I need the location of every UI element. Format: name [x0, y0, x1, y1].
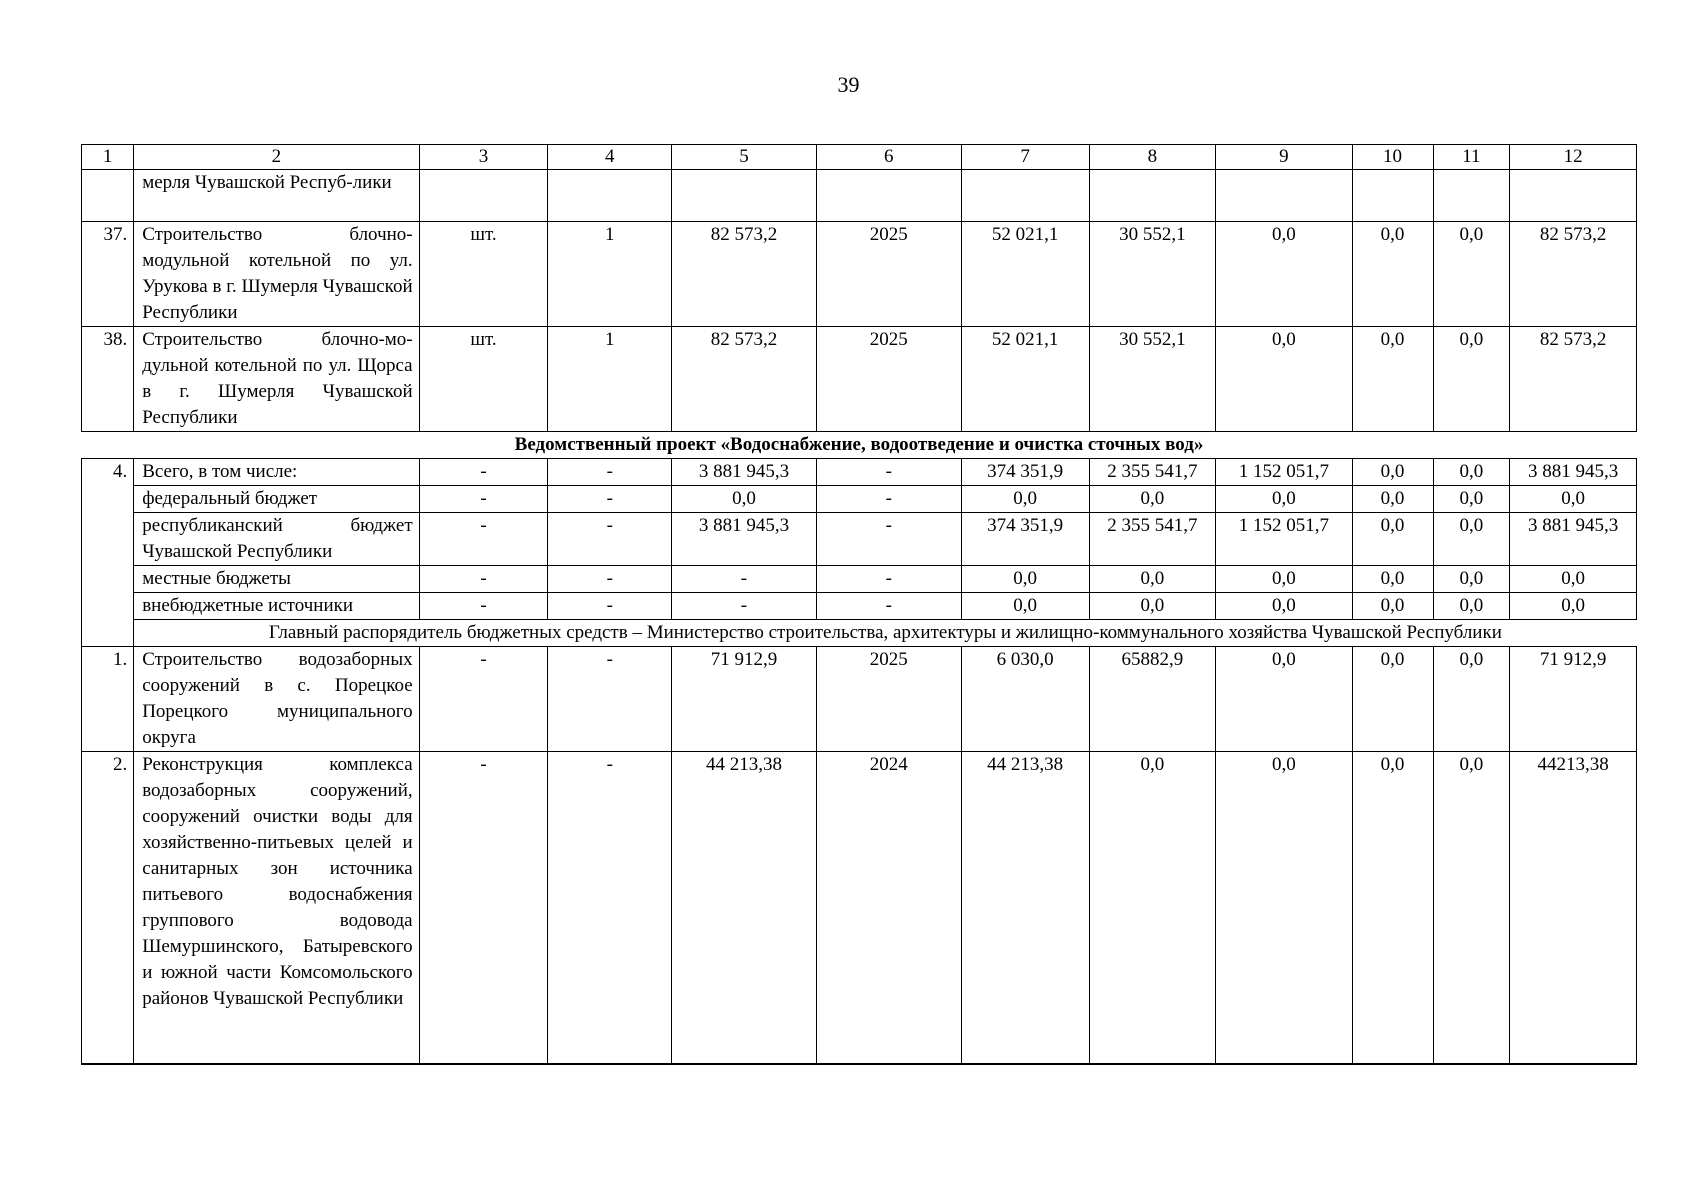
- capacity-cell: -: [548, 752, 672, 1064]
- year-cell: 2025: [816, 222, 961, 327]
- value-cell: 44 213,38: [672, 752, 817, 1064]
- column-number: 6: [816, 145, 961, 170]
- value-cell: 0,0: [1433, 486, 1510, 513]
- unit-cell: -: [419, 513, 548, 566]
- value-cell: 0,0: [1433, 513, 1510, 566]
- value-cell: 65882,9: [1089, 647, 1216, 752]
- value-cell: 0,0: [1216, 486, 1352, 513]
- capacity-cell: -: [548, 459, 672, 486]
- object-name: внебюджетные источники: [134, 593, 419, 620]
- value-cell: 0,0: [961, 486, 1089, 513]
- value-cell: 52 021,1: [961, 327, 1089, 432]
- section-title: Ведомственный проект «Водоснабжение, водоотведение и очистка сточных вод»: [82, 432, 1637, 459]
- value-cell: 0,0: [1089, 486, 1216, 513]
- value-cell: 0,0: [1352, 459, 1433, 486]
- row-number: 2.: [82, 752, 134, 1064]
- empty-cell: [816, 170, 961, 222]
- capacity-cell: -: [548, 486, 672, 513]
- value-cell: 374 351,9: [961, 513, 1089, 566]
- table-row: [82, 459, 1637, 486]
- value-cell: 0,0: [1433, 327, 1510, 432]
- budget-table: [81, 144, 1637, 1065]
- capacity-cell: 1: [548, 222, 672, 327]
- value-cell: 0,0: [1433, 222, 1510, 327]
- value-cell: 0,0: [1352, 327, 1433, 432]
- table-row: [82, 513, 1637, 566]
- total-cell: 3 881 945,3: [1510, 459, 1637, 486]
- value-cell: 1 152 051,7: [1216, 513, 1352, 566]
- budget-administrator: Главный распорядитель бюджетных средств – Министерство строительства, архитектуры и жилищно-коммунального хозяйства Чувашской Республики: [134, 620, 1637, 647]
- table-row: [82, 752, 1637, 1064]
- unit-cell: -: [419, 593, 548, 620]
- column-number: 4: [548, 145, 672, 170]
- column-number: 12: [1510, 145, 1637, 170]
- object-name: федеральный бюджет: [134, 486, 419, 513]
- empty-cell: [1352, 170, 1433, 222]
- value-cell: -: [672, 566, 817, 593]
- value-cell: 0,0: [1433, 566, 1510, 593]
- total-cell: 71 912,9: [1510, 647, 1637, 752]
- unit-cell: -: [419, 566, 548, 593]
- column-number: 1: [82, 145, 134, 170]
- value-cell: 82 573,2: [672, 222, 817, 327]
- column-number: 3: [419, 145, 548, 170]
- capacity-cell: 1: [548, 327, 672, 432]
- empty-cell: [1089, 170, 1216, 222]
- object-name: Строительство блочно-модульной котельной по ул. Урукова в г. Шумерля Чувашской Республики: [134, 222, 419, 327]
- table-row: [82, 566, 1637, 593]
- column-number: 7: [961, 145, 1089, 170]
- value-cell: 0,0: [1433, 593, 1510, 620]
- value-cell: 0,0: [1089, 593, 1216, 620]
- value-cell: 0,0: [1352, 566, 1433, 593]
- value-cell: 0,0: [1352, 647, 1433, 752]
- year-cell: -: [816, 486, 961, 513]
- row-number: 4.: [82, 459, 134, 647]
- value-cell: 0,0: [1433, 647, 1510, 752]
- unit-cell: -: [419, 486, 548, 513]
- year-cell: -: [816, 513, 961, 566]
- year-cell: -: [816, 566, 961, 593]
- capacity-cell: -: [548, 513, 672, 566]
- unit-cell: шт.: [419, 327, 548, 432]
- year-cell: -: [816, 593, 961, 620]
- value-cell: 30 552,1: [1089, 222, 1216, 327]
- empty-cell: [961, 170, 1089, 222]
- object-name: республиканский бюджет Чувашской Республики: [134, 513, 419, 566]
- section-row: [82, 432, 1637, 459]
- empty-cell: [1216, 170, 1352, 222]
- value-cell: 82 573,2: [672, 327, 817, 432]
- admin-row: [82, 620, 1637, 647]
- value-cell: 0,0: [1216, 222, 1352, 327]
- object-name: Реконструкция комплекса водозаборных сооружений, сооружений очистки воды для хозяйственно-питьевых целей и санитарных зон источника питьевого водоснабжения группового водовода Шемуршинского, Батыревского и южной части Комсомольского районов Чувашской Республики: [134, 752, 419, 1064]
- total-cell: 0,0: [1510, 566, 1637, 593]
- value-cell: 71 912,9: [672, 647, 817, 752]
- total-cell: 82 573,2: [1510, 327, 1637, 432]
- value-cell: 44 213,38: [961, 752, 1089, 1064]
- row-number: 1.: [82, 647, 134, 752]
- year-cell: 2024: [816, 752, 961, 1064]
- total-cell: 0,0: [1510, 593, 1637, 620]
- value-cell: 0,0: [672, 486, 817, 513]
- unit-cell: шт.: [419, 222, 548, 327]
- empty-cell: [672, 170, 817, 222]
- total-cell: 0,0: [1510, 486, 1637, 513]
- value-cell: 3 881 945,3: [672, 513, 817, 566]
- value-cell: 0,0: [1352, 593, 1433, 620]
- table-row: [82, 222, 1637, 327]
- value-cell: 0,0: [1352, 486, 1433, 513]
- value-cell: 0,0: [1352, 513, 1433, 566]
- value-cell: 0,0: [961, 593, 1089, 620]
- object-name: Всего, в том числе:: [134, 459, 419, 486]
- page-number: 39: [837, 72, 860, 97]
- column-number: 8: [1089, 145, 1216, 170]
- total-cell: 44213,38: [1510, 752, 1637, 1064]
- value-cell: 0,0: [1216, 647, 1352, 752]
- object-name: местные бюджеты: [134, 566, 419, 593]
- table-row: [82, 170, 1637, 222]
- table-row: [82, 486, 1637, 513]
- year-cell: 2025: [816, 327, 961, 432]
- column-number: 2: [134, 145, 419, 170]
- unit-cell: -: [419, 459, 548, 486]
- value-cell: 52 021,1: [961, 222, 1089, 327]
- value-cell: 0,0: [1216, 752, 1352, 1064]
- value-cell: 0,0: [1433, 752, 1510, 1064]
- value-cell: 0,0: [1216, 327, 1352, 432]
- value-cell: -: [672, 593, 817, 620]
- value-cell: 0,0: [1352, 752, 1433, 1064]
- table-row: [82, 593, 1637, 620]
- row-number: 38.: [82, 327, 134, 432]
- object-name: мерля Чувашской Респуб-лики: [134, 170, 419, 222]
- value-cell: 0,0: [1216, 593, 1352, 620]
- value-cell: 0,0: [1089, 752, 1216, 1064]
- empty-cell: [1433, 170, 1510, 222]
- unit-cell: -: [419, 647, 548, 752]
- empty-cell: [419, 170, 548, 222]
- object-name: Строительство блочно-модульной котельной по ул. Щорса в г. Шумерля Чувашской Республики: [134, 327, 419, 432]
- value-cell: 30 552,1: [1089, 327, 1216, 432]
- value-cell: 0,0: [961, 566, 1089, 593]
- capacity-cell: -: [548, 566, 672, 593]
- value-cell: 0,0: [1216, 566, 1352, 593]
- capacity-cell: -: [548, 647, 672, 752]
- column-number: 5: [672, 145, 817, 170]
- year-cell: -: [816, 459, 961, 486]
- capacity-cell: -: [548, 593, 672, 620]
- unit-cell: -: [419, 752, 548, 1064]
- column-number: 9: [1216, 145, 1352, 170]
- column-number: 11: [1433, 145, 1510, 170]
- value-cell: 3 881 945,3: [672, 459, 817, 486]
- value-cell: 0,0: [1089, 566, 1216, 593]
- empty-cell: [1510, 170, 1637, 222]
- year-cell: 2025: [816, 647, 961, 752]
- total-cell: 3 881 945,3: [1510, 513, 1637, 566]
- object-name: Строительство водозаборных сооружений в с. Порецкое Порецкого муниципального округа: [134, 647, 419, 752]
- value-cell: 0,0: [1352, 222, 1433, 327]
- value-cell: 2 355 541,7: [1089, 459, 1216, 486]
- table-row: [82, 327, 1637, 432]
- value-cell: 1 152 051,7: [1216, 459, 1352, 486]
- empty-cell: [548, 170, 672, 222]
- value-cell: 2 355 541,7: [1089, 513, 1216, 566]
- total-cell: 82 573,2: [1510, 222, 1637, 327]
- column-number: 10: [1352, 145, 1433, 170]
- table-row: [82, 647, 1637, 752]
- value-cell: 374 351,9: [961, 459, 1089, 486]
- column-number-row: [82, 145, 1637, 170]
- row-number-cell: [82, 170, 134, 222]
- value-cell: 6 030,0: [961, 647, 1089, 752]
- value-cell: 0,0: [1433, 459, 1510, 486]
- row-number: 37.: [82, 222, 134, 327]
